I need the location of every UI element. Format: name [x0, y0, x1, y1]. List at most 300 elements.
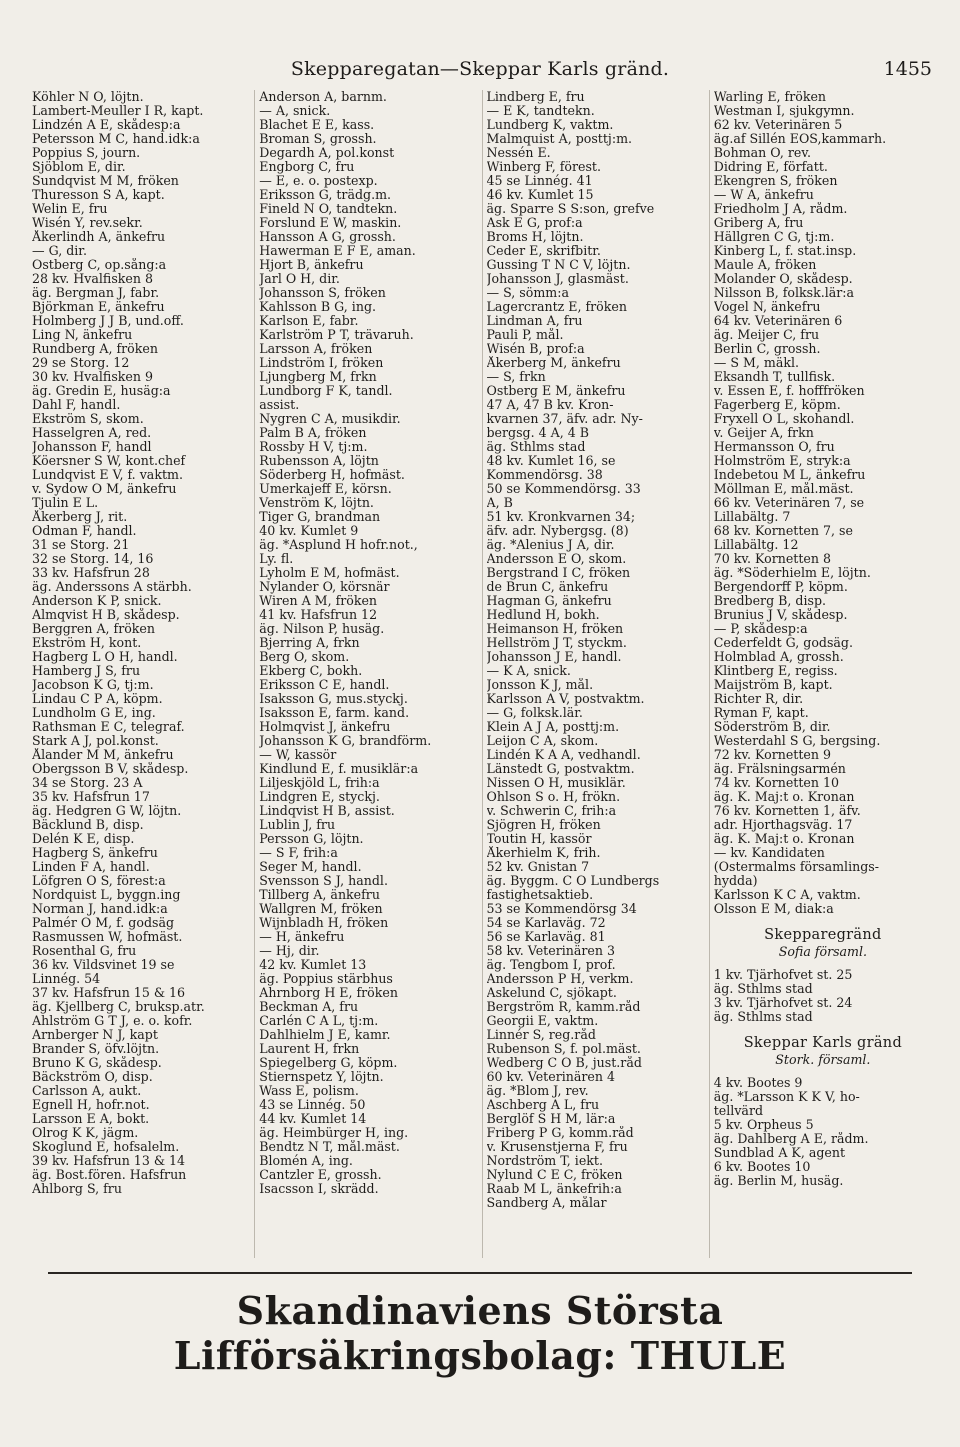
- directory-entry: Rosenthal G, fru: [32, 944, 137, 958]
- directory-entry: 42 kv. Kumlet 13: [259, 958, 367, 972]
- directory-entry: Maijström B, kapt.: [713, 678, 833, 692]
- directory-entry: 39 kv. Hafsfrun 13 & 14: [32, 1154, 186, 1168]
- directory-entry: Johansson K G, brandförm.: [259, 734, 432, 748]
- advertisement-footer: [28, 1272, 932, 1384]
- directory-entry: 34 se Storg. 23 A: [32, 776, 143, 790]
- directory-entry: Berlin C, grossh.: [713, 342, 821, 356]
- directory-entry: Bergström R, kamm.råd: [486, 1000, 641, 1014]
- directory-entry: 46 kv. Kumlet 15: [486, 188, 594, 202]
- directory-entry: assist.: [259, 398, 300, 412]
- page-title: Skepparegatan—Skeppar Karls gränd.: [290, 58, 670, 80]
- directory-entry: Lindau C P A, köpm.: [32, 692, 163, 706]
- directory-entry: Hellström J T, styckm.: [486, 636, 627, 650]
- directory-entry: 47 A, 47 B kv. Kron-: [486, 398, 614, 412]
- directory-entry: Lagercrantz E, fröken: [486, 300, 627, 314]
- directory-entry: äg. Tengbom I, prof.: [486, 958, 616, 972]
- directory-entry: Larsson A, fröken: [259, 342, 373, 356]
- directory-entry: Johansson F, handl: [32, 440, 152, 454]
- directory-entry: äg. Sthlms stad: [713, 1010, 813, 1024]
- directory-entry: Bergstrand I C, fröken: [486, 566, 631, 580]
- directory-entry: 33 kv. Hafsfrun 28: [32, 566, 150, 580]
- directory-entry: Delén K E, disp.: [32, 832, 135, 846]
- directory-entry: äg. Anderssons A stärbh.: [32, 580, 192, 594]
- directory-entry: — E, e. o. postexp.: [259, 174, 378, 188]
- directory-entry: Hjort B, änkefru: [259, 258, 364, 272]
- directory-entry: Arnberger N J, kapt: [32, 1028, 158, 1042]
- directory-entry: v. Sydow O M, änkefru: [32, 482, 177, 496]
- directory-entry: Ljungberg M, frkn: [259, 370, 377, 384]
- directory-entry: 76 kv. Kornetten 1, äfv.: [713, 804, 861, 818]
- directory-entry: kvarnen 37, äfv. adr. Ny-: [486, 412, 643, 426]
- directory-entry: äg. *Asplund H hofr.not.,: [259, 538, 418, 552]
- directory-entry: Raab M L, änkefrih:a: [486, 1182, 622, 1196]
- directory-entry: Ekengren S, fröken: [713, 174, 838, 188]
- directory-entry: Öbergsson B V, skådesp.: [32, 762, 189, 776]
- directory-entry: Kinberg L, f. stat.insp.: [713, 244, 857, 258]
- directory-entry: Malmquist A, posttj:m.: [486, 132, 633, 146]
- directory-entry: (Östermalms församlings-: [713, 860, 879, 874]
- directory-entry: Broms H, löjtn.: [486, 230, 584, 244]
- directory-entry: Johansson S, fröken: [259, 286, 386, 300]
- directory-entry: 37 kv. Hafsfrun 15 & 16: [32, 986, 186, 1000]
- directory-entry: Lundholm G E, ing.: [32, 706, 156, 720]
- directory-entry: 58 kv. Veterinären 3: [486, 944, 615, 958]
- directory-entry: Leijon C A, skom.: [486, 734, 599, 748]
- directory-entry: Beckman A, fru: [259, 1000, 359, 1014]
- directory-entry: Sjöblom E, dir.: [32, 160, 126, 174]
- directory-entry: äg. Byggm. C O Lundbergs: [486, 874, 660, 888]
- directory-entry: Welin E, fru: [32, 202, 108, 216]
- directory-entry: Fagerberg E, köpm.: [713, 398, 841, 412]
- directory-entry: Eksandh T, tullfisk.: [713, 370, 836, 384]
- skeppar-karls-grand-entries: [714, 1076, 932, 1188]
- directory-entry: 6 kv. Bootes 10: [713, 1160, 811, 1174]
- directory-entry: Åkerlindh A, änkefru: [32, 230, 166, 244]
- directory-entry: 41 kv. Hafsfrun 12: [259, 608, 378, 622]
- directory-entry: äg. *Blom J, rev.: [486, 1084, 589, 1098]
- directory-entry: Wisén B, prof:a: [486, 342, 585, 356]
- directory-entry: Hagman G, änkefru: [486, 594, 612, 608]
- directory-entry: Lillabältg. 12: [713, 538, 799, 552]
- directory-entry: Brander S, öfv.löjtn.: [32, 1042, 160, 1056]
- directory-entry: Bäckström O, disp.: [32, 1070, 153, 1084]
- directory-entry: fastighetsaktieb.: [486, 888, 594, 902]
- directory-entry: Isaksson E, farm. kand.: [259, 706, 410, 720]
- page-number: 1455: [883, 58, 932, 80]
- directory-entry: 1 kv. Tjärhofvet st. 25: [713, 968, 853, 982]
- directory-entry: Cantzler E, grossh.: [259, 1168, 382, 1182]
- directory-entry: Engborg C, fru: [259, 160, 355, 174]
- directory-entry: Lillabältg. 7: [713, 510, 791, 524]
- directory-entry: 66 kv. Veterinären 7, se: [713, 496, 865, 510]
- directory-entry: Carlén C A L, tj:m.: [259, 1014, 379, 1028]
- directory-entry: Åkerberg J, rit.: [32, 510, 128, 524]
- directory-entry: Ahlström G T J, e. o. kofr.: [32, 1014, 193, 1028]
- column-4-entries: [714, 90, 932, 916]
- directory-entry: äg. Sthlms stad: [486, 440, 586, 454]
- directory-entry: Lindgren E, styckj.: [259, 790, 380, 804]
- directory-entry: Berg O, skom.: [259, 650, 350, 664]
- directory-entry: Möllman E, mål.mäst.: [713, 482, 854, 496]
- directory-entry: 74 kv. Kornetten 10: [713, 776, 839, 790]
- directory-entry: Lindén K A A, vedhandl.: [486, 748, 641, 762]
- directory-entry: Andersson P H, verkm.: [486, 972, 634, 986]
- directory-entry: Åkerhielm K, frih.: [486, 846, 601, 860]
- directory-entry: Kommendörsg. 38: [486, 468, 603, 482]
- directory-entry: Linden F A, handl.: [32, 860, 150, 874]
- directory-entry: Östberg E M, änkefru: [486, 384, 626, 398]
- directory-entry: Blachet E E, kass.: [259, 118, 375, 132]
- directory-entry: Holmqvist J, änkefru: [259, 720, 391, 734]
- directory-entry: Cederfeldt G, godsäg.: [713, 636, 854, 650]
- directory-entry: Lindzén A E, skådesp:a: [32, 118, 181, 132]
- directory-entry: tellvärd: [713, 1104, 764, 1118]
- directory-entry: Tillberg A, änkefru: [259, 888, 380, 902]
- directory-entry: — G, dir.: [32, 244, 87, 258]
- directory-entry: Hawerman E F E, aman.: [259, 244, 416, 258]
- directory-entry: äfv. adr. Nybergsg. (8): [486, 524, 629, 538]
- directory-entry: 44 kv. Kumlet 14: [259, 1112, 367, 1126]
- directory-entry: Thuresson S A, kapt.: [32, 188, 165, 202]
- directory-entry: äg. Bost.fören. Hafsfrun: [32, 1168, 187, 1182]
- directory-entry: Maule A, fröken: [713, 258, 817, 272]
- directory-entry: — S F, frih:a: [259, 846, 338, 860]
- directory-entry: äg. Meijer C, fru: [713, 328, 820, 342]
- directory-entry: Bredberg B, disp.: [713, 594, 827, 608]
- directory-entry: Friedholm J A, rådm.: [713, 202, 848, 216]
- directory-entry: Molander O, skådesp.: [713, 272, 853, 286]
- directory-entry: Hansson A G, grossh.: [259, 230, 396, 244]
- directory-entry: äg. Hedgren G W, löjtn.: [32, 804, 182, 818]
- directory-entry: Anderson K P, snick.: [32, 594, 162, 608]
- directory-entry: äg. Sparre S S:son, grefve: [486, 202, 655, 216]
- directory-columns: [32, 90, 932, 1258]
- directory-entry: Bohman O, rev.: [713, 146, 811, 160]
- directory-column-3: [482, 90, 705, 1258]
- directory-entry: Ekström S, skom.: [32, 412, 144, 426]
- directory-entry: Jarl O H, dir.: [259, 272, 340, 286]
- directory-entry: Jacobson K G, tj:m.: [32, 678, 154, 692]
- directory-entry: Lambert-Meuller I R, kapt.: [32, 104, 204, 118]
- directory-entry: Isacsson I, skrädd.: [259, 1182, 379, 1196]
- directory-entry: Klintberg E, regiss.: [713, 664, 838, 678]
- directory-entry: äg. Sthlms stad: [713, 982, 813, 996]
- directory-entry: äg. Berlin M, husäg.: [713, 1174, 844, 1188]
- directory-entry: Stiernspetz Y, löjtn.: [259, 1070, 384, 1084]
- directory-entry: Spiegelberg G, köpm.: [259, 1056, 398, 1070]
- directory-entry: Kahlsson B G, ing.: [259, 300, 377, 314]
- directory-entry: 32 se Storg. 14, 16: [32, 552, 154, 566]
- directory-entry: Petersson M C, hand.idk:a: [32, 132, 200, 146]
- directory-entry: Warling E, fröken: [713, 90, 827, 104]
- directory-entry: Söderberg H, hofmäst.: [259, 468, 405, 482]
- directory-entry: Lindström I, fröken: [259, 356, 384, 370]
- directory-entry: Ryman F, kapt.: [713, 706, 809, 720]
- directory-entry: — W A, änkefru: [713, 188, 814, 202]
- directory-entry: Tjulin E L.: [32, 496, 99, 510]
- directory-entry: Brunius J V, skådesp.: [713, 608, 848, 622]
- directory-entry: Richter R, dir.: [713, 692, 804, 706]
- directory-entry: 50 se Kommendörsg. 33: [486, 482, 641, 496]
- directory-entry: Sandberg A, målar: [486, 1196, 607, 1210]
- directory-entry: Rundberg A, fröken: [32, 342, 158, 356]
- directory-entry: äg. *Alenius J A, dir.: [486, 538, 615, 552]
- directory-entry: 52 kv. Gnistan 7: [486, 860, 590, 874]
- directory-entry: Blomén A, ing.: [259, 1154, 353, 1168]
- directory-entry: Nordström T, iekt.: [486, 1154, 603, 1168]
- directory-entry: — S, sömm:a: [486, 286, 569, 300]
- directory-entry: Köersner S W, kont.chef: [32, 454, 186, 468]
- directory-entry: Almqvist H B, skådesp.: [32, 608, 180, 622]
- directory-entry: bergsg. 4 A, 4 B: [486, 426, 590, 440]
- directory-entry: Johansson J, glasmäst.: [486, 272, 629, 286]
- directory-entry: — P, skådesp:a: [713, 622, 808, 636]
- directory-entry: Nordquist L, byggn.ing: [32, 888, 181, 902]
- directory-entry: Bjerring A, frkn: [259, 636, 360, 650]
- directory-entry: Fryxell O L, skohandl.: [713, 412, 855, 426]
- directory-entry: Hagberg S, änkefru: [32, 846, 158, 860]
- directory-entry: Klein A J A, posttj:m.: [486, 720, 620, 734]
- directory-entry: Ohlson S o. H, frökn.: [486, 790, 621, 804]
- directory-entry: Köhler N O, löjtn.: [32, 90, 144, 104]
- directory-entry: Svensson S J, handl.: [259, 874, 388, 888]
- directory-entry: Stark A J, pol.konst.: [32, 734, 159, 748]
- directory-entry: Länstedt G, postvaktm.: [486, 762, 635, 776]
- directory-entry: Dahl F, handl.: [32, 398, 121, 412]
- directory-entry: 3 kv. Tjärhofvet st. 24: [713, 996, 853, 1010]
- directory-entry: Nessén E.: [486, 146, 551, 160]
- directory-entry: — G, folksk.lär.: [486, 706, 583, 720]
- directory-entry: Linnég. 54: [32, 972, 101, 986]
- directory-entry: äg. Gredin E, husäg:a: [32, 384, 171, 398]
- directory-entry: 28 kv. Hvalfisken 8: [32, 272, 153, 286]
- directory-entry: Johansson J E, handl.: [486, 650, 622, 664]
- directory-entry: Bäcklund B, disp.: [32, 818, 144, 832]
- directory-entry: Palmér O M, f. godsäg: [32, 916, 175, 930]
- directory-entry: Eriksson C E, handl.: [259, 678, 390, 692]
- directory-entry: Norman J, hand.idk:a: [32, 902, 168, 916]
- directory-entry: Nilsson B, folksk.lär:a: [713, 286, 855, 300]
- directory-entry: Söderström B, dir.: [713, 720, 831, 734]
- directory-entry: Rubensson A, löjtn: [259, 454, 379, 468]
- directory-entry: Askelund C, sjökapt.: [486, 986, 617, 1000]
- directory-entry: 48 kv. Kumlet 16, se: [486, 454, 616, 468]
- directory-entry: — S, frkn: [486, 370, 546, 384]
- directory-entry: Seger M, handl.: [259, 860, 362, 874]
- directory-entry: Rathsman E C, telegraf.: [32, 720, 185, 734]
- directory-entry: Ahrnborg H E, fröken: [259, 986, 398, 1000]
- directory-entry: Westerdahl S G, bergsing.: [713, 734, 881, 748]
- directory-entry: — W, kassör: [259, 748, 337, 762]
- directory-entry: Bergendorff P, köpm.: [713, 580, 848, 594]
- directory-entry: v. Geijer A, frkn: [713, 426, 814, 440]
- directory-entry: Westman I, sjukgymn.: [713, 104, 855, 118]
- directory-entry: Rasmussen W, hofmäst.: [32, 930, 183, 944]
- directory-entry: — H, änkefru: [259, 930, 345, 944]
- directory-entry: Nygren C A, musikdir.: [259, 412, 401, 426]
- directory-entry: — kv. Kandidaten: [713, 846, 825, 860]
- directory-entry: Hedlund H, bokh.: [486, 608, 600, 622]
- directory-entry: Jonsson K J, mål.: [486, 678, 594, 692]
- directory-entry: Lundberg K, vaktm.: [486, 118, 614, 132]
- directory-entry: Sundqvist M M, fröken: [32, 174, 179, 188]
- directory-entry: — S M, mäkl.: [713, 356, 799, 370]
- directory-entry: Georgii E, vaktm.: [486, 1014, 599, 1028]
- directory-entry: 53 se Kommendörsg 34: [486, 902, 637, 916]
- directory-entry: Wedberg C O B, just.råd: [486, 1056, 642, 1070]
- directory-entry: Poppius S, journ.: [32, 146, 141, 160]
- directory-entry: Lindberg E, fru: [486, 90, 585, 104]
- directory-entry: Sjögren H, fröken: [486, 818, 601, 832]
- directory-entry: äg. Heimbürger H, ing.: [259, 1126, 409, 1140]
- directory-entry: Tiger G, brandman: [259, 510, 381, 524]
- directory-entry: 29 se Storg. 12: [32, 356, 130, 370]
- directory-entry: Egnell H, hofr.not.: [32, 1098, 150, 1112]
- directory-entry: Karlson E, fabr.: [259, 314, 359, 328]
- directory-entry: Kindlund E, f. musiklär:a: [259, 762, 419, 776]
- directory-entry: Griberg A, fru: [713, 216, 804, 230]
- directory-entry: Holmberg J J B, und.off.: [32, 314, 184, 328]
- directory-entry: Liljeskjöld L, frih:a: [259, 776, 380, 790]
- directory-entry: Nissen O H, musiklär.: [486, 776, 626, 790]
- directory-entry: de Brun C, änkefru: [486, 580, 609, 594]
- directory-entry: Isaksson G, mus.styckj.: [259, 692, 408, 706]
- directory-entry: Aschberg A L, fru: [486, 1098, 600, 1112]
- directory-entry: 4 kv. Bootes 9: [713, 1076, 803, 1090]
- thule-advertisement: Skandinaviens Största Lifförsäkringsbolag: THULE: [173, 1288, 787, 1378]
- street-heading-skeppar-karls-grand: Skeppar Karls gränd: [743, 1035, 903, 1051]
- directory-entry: 56 se Karlaväg. 81: [486, 930, 606, 944]
- directory-entry: Vogel N, änkefru: [713, 300, 821, 314]
- directory-entry: Linnér S, reg.råd: [486, 1028, 596, 1042]
- directory-entry: 40 kv. Kumlet 9: [259, 524, 359, 538]
- directory-entry: hydda): [713, 874, 758, 888]
- directory-entry: Lyholm E M, hofmäst.: [259, 566, 400, 580]
- directory-entry: Ekström H, kont.: [32, 636, 142, 650]
- directory-entry: Lindqvist H B, assist.: [259, 804, 395, 818]
- directory-entry: Dahlhielm J E, kamr.: [259, 1028, 391, 1042]
- directory-entry: 36 kv. Vildsvinet 19 se: [32, 958, 175, 972]
- directory-entry: Skoglund E, hofsalelm.: [32, 1140, 180, 1154]
- directory-entry: Ling N, änkefru: [32, 328, 133, 342]
- parish-label-skeppar-karls-grand: Stork. församl.: [775, 1052, 871, 1067]
- directory-entry: Wisén Y, rev.sekr.: [32, 216, 143, 230]
- directory-entry: — Hj, dir.: [259, 944, 320, 958]
- directory-entry: 62 kv. Veterinären 5: [713, 118, 843, 132]
- directory-entry: Andersson E O, skom.: [486, 552, 627, 566]
- directory-entry: Wallgren M, fröken: [259, 902, 383, 916]
- directory-entry: Laurent H, frkn: [259, 1042, 360, 1056]
- directory-entry: 45 se Linnég. 41: [486, 174, 593, 188]
- directory-entry: Venström K, löjtn.: [259, 496, 374, 510]
- directory-entry: Ålander M M, änkefru: [32, 748, 174, 762]
- directory-entry: 51 kv. Kronkvarnen 34;: [486, 510, 636, 524]
- directory-entry: Eriksson G, trädg.m.: [259, 188, 392, 202]
- directory-entry: 31 se Storg. 21: [32, 538, 130, 552]
- street-heading-skepparegrand: Skepparegränd: [764, 927, 882, 943]
- directory-entry: adr. Hjorthagsväg. 17: [713, 818, 853, 832]
- directory-entry: — A, snick.: [259, 104, 331, 118]
- directory-entry: Forslund E W, maskin.: [259, 216, 402, 230]
- directory-entry: 60 kv. Veterinären 4: [486, 1070, 615, 1084]
- directory-entry: Berglöf S H M, lär:a: [486, 1112, 616, 1126]
- directory-entry: Wijnbladh H, fröken: [259, 916, 389, 930]
- directory-entry: Ceder E, skrifbitr.: [486, 244, 601, 258]
- directory-entry: äg. K. Maj:t o. Kronan: [713, 832, 855, 846]
- directory-entry: Hamberg J S, fru: [32, 664, 141, 678]
- parish-label-skepparegrand: Sofia församl.: [778, 944, 868, 959]
- directory-entry: Umerkajeff E, körsn.: [259, 482, 392, 496]
- directory-entry: 43 se Linnég. 50: [259, 1098, 366, 1112]
- directory-column-2: [254, 90, 477, 1258]
- directory-entry: Nylund C E C, fröken: [486, 1168, 623, 1182]
- directory-entry: äg. Nilson P, husäg.: [259, 622, 385, 636]
- directory-entry: Hermansson O, fru: [713, 440, 835, 454]
- directory-entry: Hasselgren A, red.: [32, 426, 152, 440]
- directory-entry: Holmblad A, grossh.: [713, 650, 844, 664]
- directory-entry: Fineld N O, tandtekn.: [259, 202, 398, 216]
- directory-entry: Lundqvist E V, f. vaktm.: [32, 468, 183, 482]
- directory-column-1: [32, 90, 250, 1258]
- directory-entry: 70 kv. Kornetten 8: [713, 552, 831, 566]
- directory-entry: Broman S, grossh.: [259, 132, 377, 146]
- directory-entry: äg. Bergman J, fabr.: [32, 286, 160, 300]
- directory-entry: 72 kv. Kornetten 9: [713, 748, 831, 762]
- directory-entry: 54 se Karlaväg. 72: [486, 916, 606, 930]
- directory-entry: äg. Kjellberg C, bruksp.atr.: [32, 1000, 205, 1014]
- directory-entry: Gussing T N C V, löjtn.: [486, 258, 631, 272]
- directory-entry: Östberg C, op.sång:a: [32, 258, 167, 272]
- directory-entry: Larsson E A, bokt.: [32, 1112, 150, 1126]
- directory-entry: v. Schwerin C, frih:a: [486, 804, 617, 818]
- directory-entry: Pauli P, mål.: [486, 328, 564, 342]
- directory-entry: Bruno K G, skådesp.: [32, 1056, 162, 1070]
- directory-entry: äg. *Söderhielm E, löjtn.: [713, 566, 871, 580]
- directory-entry: Degardh A, pol.konst: [259, 146, 395, 160]
- directory-entry: Lindman A, fru: [486, 314, 583, 328]
- directory-entry: Didring E, författ.: [713, 160, 828, 174]
- directory-entry: Nylander O, körsnär: [259, 580, 390, 594]
- directory-entry: Anderson A, barnm.: [259, 90, 387, 104]
- directory-entry: Berggren A, fröken: [32, 622, 155, 636]
- directory-entry: äg. *Larsson K K V, ho-: [713, 1090, 860, 1104]
- directory-entry: äg. Dahlberg A E, rådm.: [713, 1132, 869, 1146]
- directory-entry: Ask E G, prof:a: [486, 216, 583, 230]
- directory-entry: Åkerberg M, änkefru: [486, 356, 621, 370]
- directory-entry: Toutin H, kassör: [486, 832, 592, 846]
- directory-entry: Friberg P G, komm.råd: [486, 1126, 634, 1140]
- directory-entry: Löfgren O S, förest:a: [32, 874, 166, 888]
- directory-column-4: [709, 90, 932, 1258]
- directory-entry: 68 kv. Kornetten 7, se: [713, 524, 853, 538]
- directory-entry: Björkman E, änkefru: [32, 300, 165, 314]
- directory-entry: Olrog K K, jägm.: [32, 1126, 139, 1140]
- directory-entry: äg. Poppius stärbhus: [259, 972, 393, 986]
- directory-entry: Persson G, löjtn.: [259, 832, 364, 846]
- directory-entry: — E K, tandtekn.: [486, 104, 595, 118]
- directory-entry: Ahlborg S, fru: [32, 1182, 122, 1196]
- directory-entry: Indebetou M L, änkefru: [713, 468, 866, 482]
- directory-entry: 64 kv. Veterinären 6: [713, 314, 843, 328]
- directory-entry: Karlsson A V, postvaktm.: [486, 692, 645, 706]
- directory-entry: Heimanson H, fröken: [486, 622, 624, 636]
- directory-entry: 5 kv. Orpheus 5: [713, 1118, 814, 1132]
- directory-entry: Hagberg L O H, handl.: [32, 650, 178, 664]
- directory-entry: Sundblad A K, agent: [713, 1146, 846, 1160]
- directory-entry: v. Krusenstjerna F, fru: [486, 1140, 628, 1154]
- directory-entry: Ly. fl.: [259, 552, 294, 566]
- directory-entry: A, B: [486, 496, 513, 510]
